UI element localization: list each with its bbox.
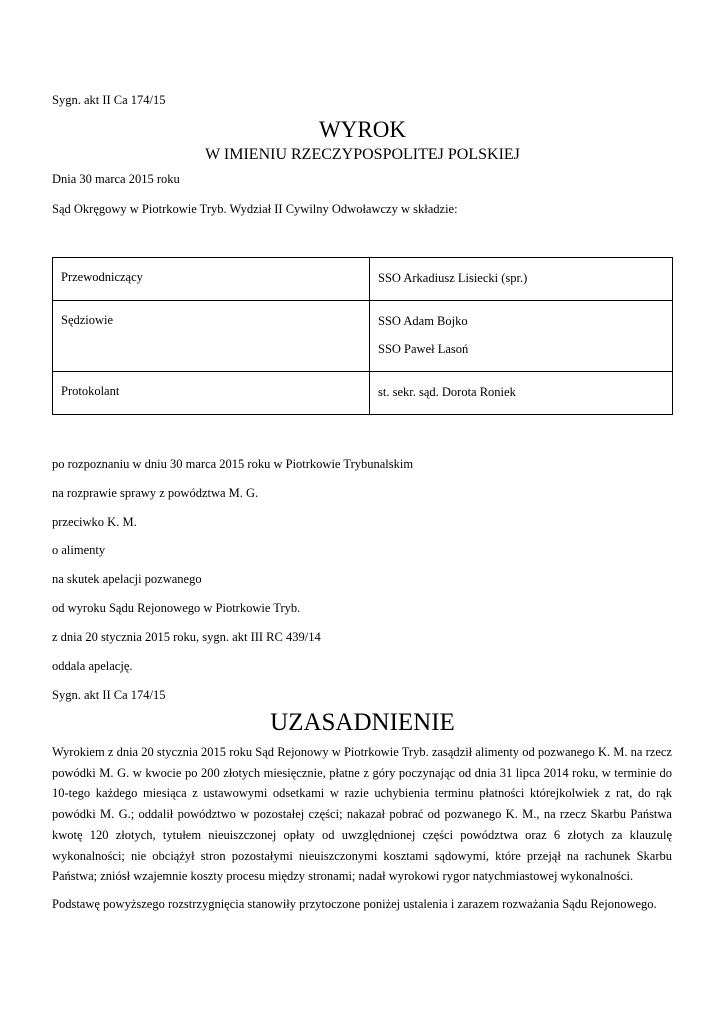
justification-paragraph: Wyrokiem z dnia 20 stycznia 2015 roku Sąd Rejonowy w Piotrkowie Tryb. zasądził alimenty od pozwanego K. M. na rzecz powódki M. G. w kwocie po 200 złotych miesięcznie, płatne z góry poczynając od dnia 31 lipca 2014 roku, w terminie do 10-tego każdego miesiąca z ustawowymi odsetkami w razie uchybienia terminu płatności którejkolwiek z rat, do rąk powódki M. G.; oddalił powództwo w pozostałej części; nakazał pobrać od pozwanego K. M., na rzecz Skarbu Państwa kwotę 120 złotych, tytułem nieuiszczonej opłaty od uwzględnionej części powództwa oraz 6 złotych za klauzulę wykonalności; nie obciążył stron pozostałymi nieuiszczonymi kosztami sądowymi, które przejął na rachunek Skarbu Państwa; zniósł wzajemnie koszty procesu między stronami; nadał wyrokowi rygor natychmiastowej wykonalności. (52, 745, 672, 884)
composition-row (53, 301, 673, 372)
proceeding-line: na rozprawie sprawy z powództwa M. G. (52, 486, 259, 500)
proceeding-line: przeciwko K. M. (52, 515, 137, 529)
judgment-subtitle: W IMIENIU RZECZYPOSPOLITEJ POLSKIEJ (205, 146, 520, 163)
case-signature-top: Sygn. akt II Ca 174/15 (52, 93, 166, 107)
composition-members (370, 372, 673, 415)
proceeding-line: na skutek apelacji pozwanego (52, 572, 202, 586)
composition-members (370, 301, 673, 372)
composition-role: Protokolant (53, 372, 370, 415)
composition-role: Sędziowie (53, 301, 370, 372)
judgment-date: Dnia 30 marca 2015 roku (52, 172, 180, 186)
case-signature-bottom: Sygn. akt II Ca 174/15 (52, 688, 166, 702)
court-composition-intro: Sąd Okręgowy w Piotrkowie Tryb. Wydział II Cywilny Odwoławczy w składzie: (52, 202, 458, 216)
composition-row (53, 372, 673, 415)
proceeding-line: po rozpoznaniu w dniu 30 marca 2015 roku w Piotrkowie Trybunalskim (52, 457, 414, 471)
judgment-title: WYROK (319, 117, 406, 142)
composition-row (53, 258, 673, 301)
proceeding-line: z dnia 20 stycznia 2015 roku, sygn. akt III RC 439/14 (52, 630, 321, 644)
verdict-line: oddala apelację. (52, 659, 133, 673)
proceeding-line: o alimenty (52, 543, 106, 557)
court-composition-table (52, 257, 673, 415)
composition-member: SSO Adam Bojko (378, 314, 468, 328)
justification-title: UZASADNIENIE (270, 709, 455, 736)
composition-members (370, 258, 673, 301)
justification-paragraph: Podstawę powyższego rozstrzygnięcia stanowiły przytoczone poniżej ustalenia i zarazem rozważania Sądu Rejonowego. (52, 897, 657, 911)
composition-member: SSO Arkadiusz Lisiecki (spr.) (378, 271, 528, 285)
composition-role: Przewodniczący (53, 258, 370, 301)
composition-member: st. sekr. sąd. Dorota Roniek (378, 385, 516, 399)
proceeding-line: od wyroku Sądu Rejonowego w Piotrkowie Tryb. (52, 601, 301, 615)
composition-member: SSO Paweł Lasoń (378, 342, 469, 356)
